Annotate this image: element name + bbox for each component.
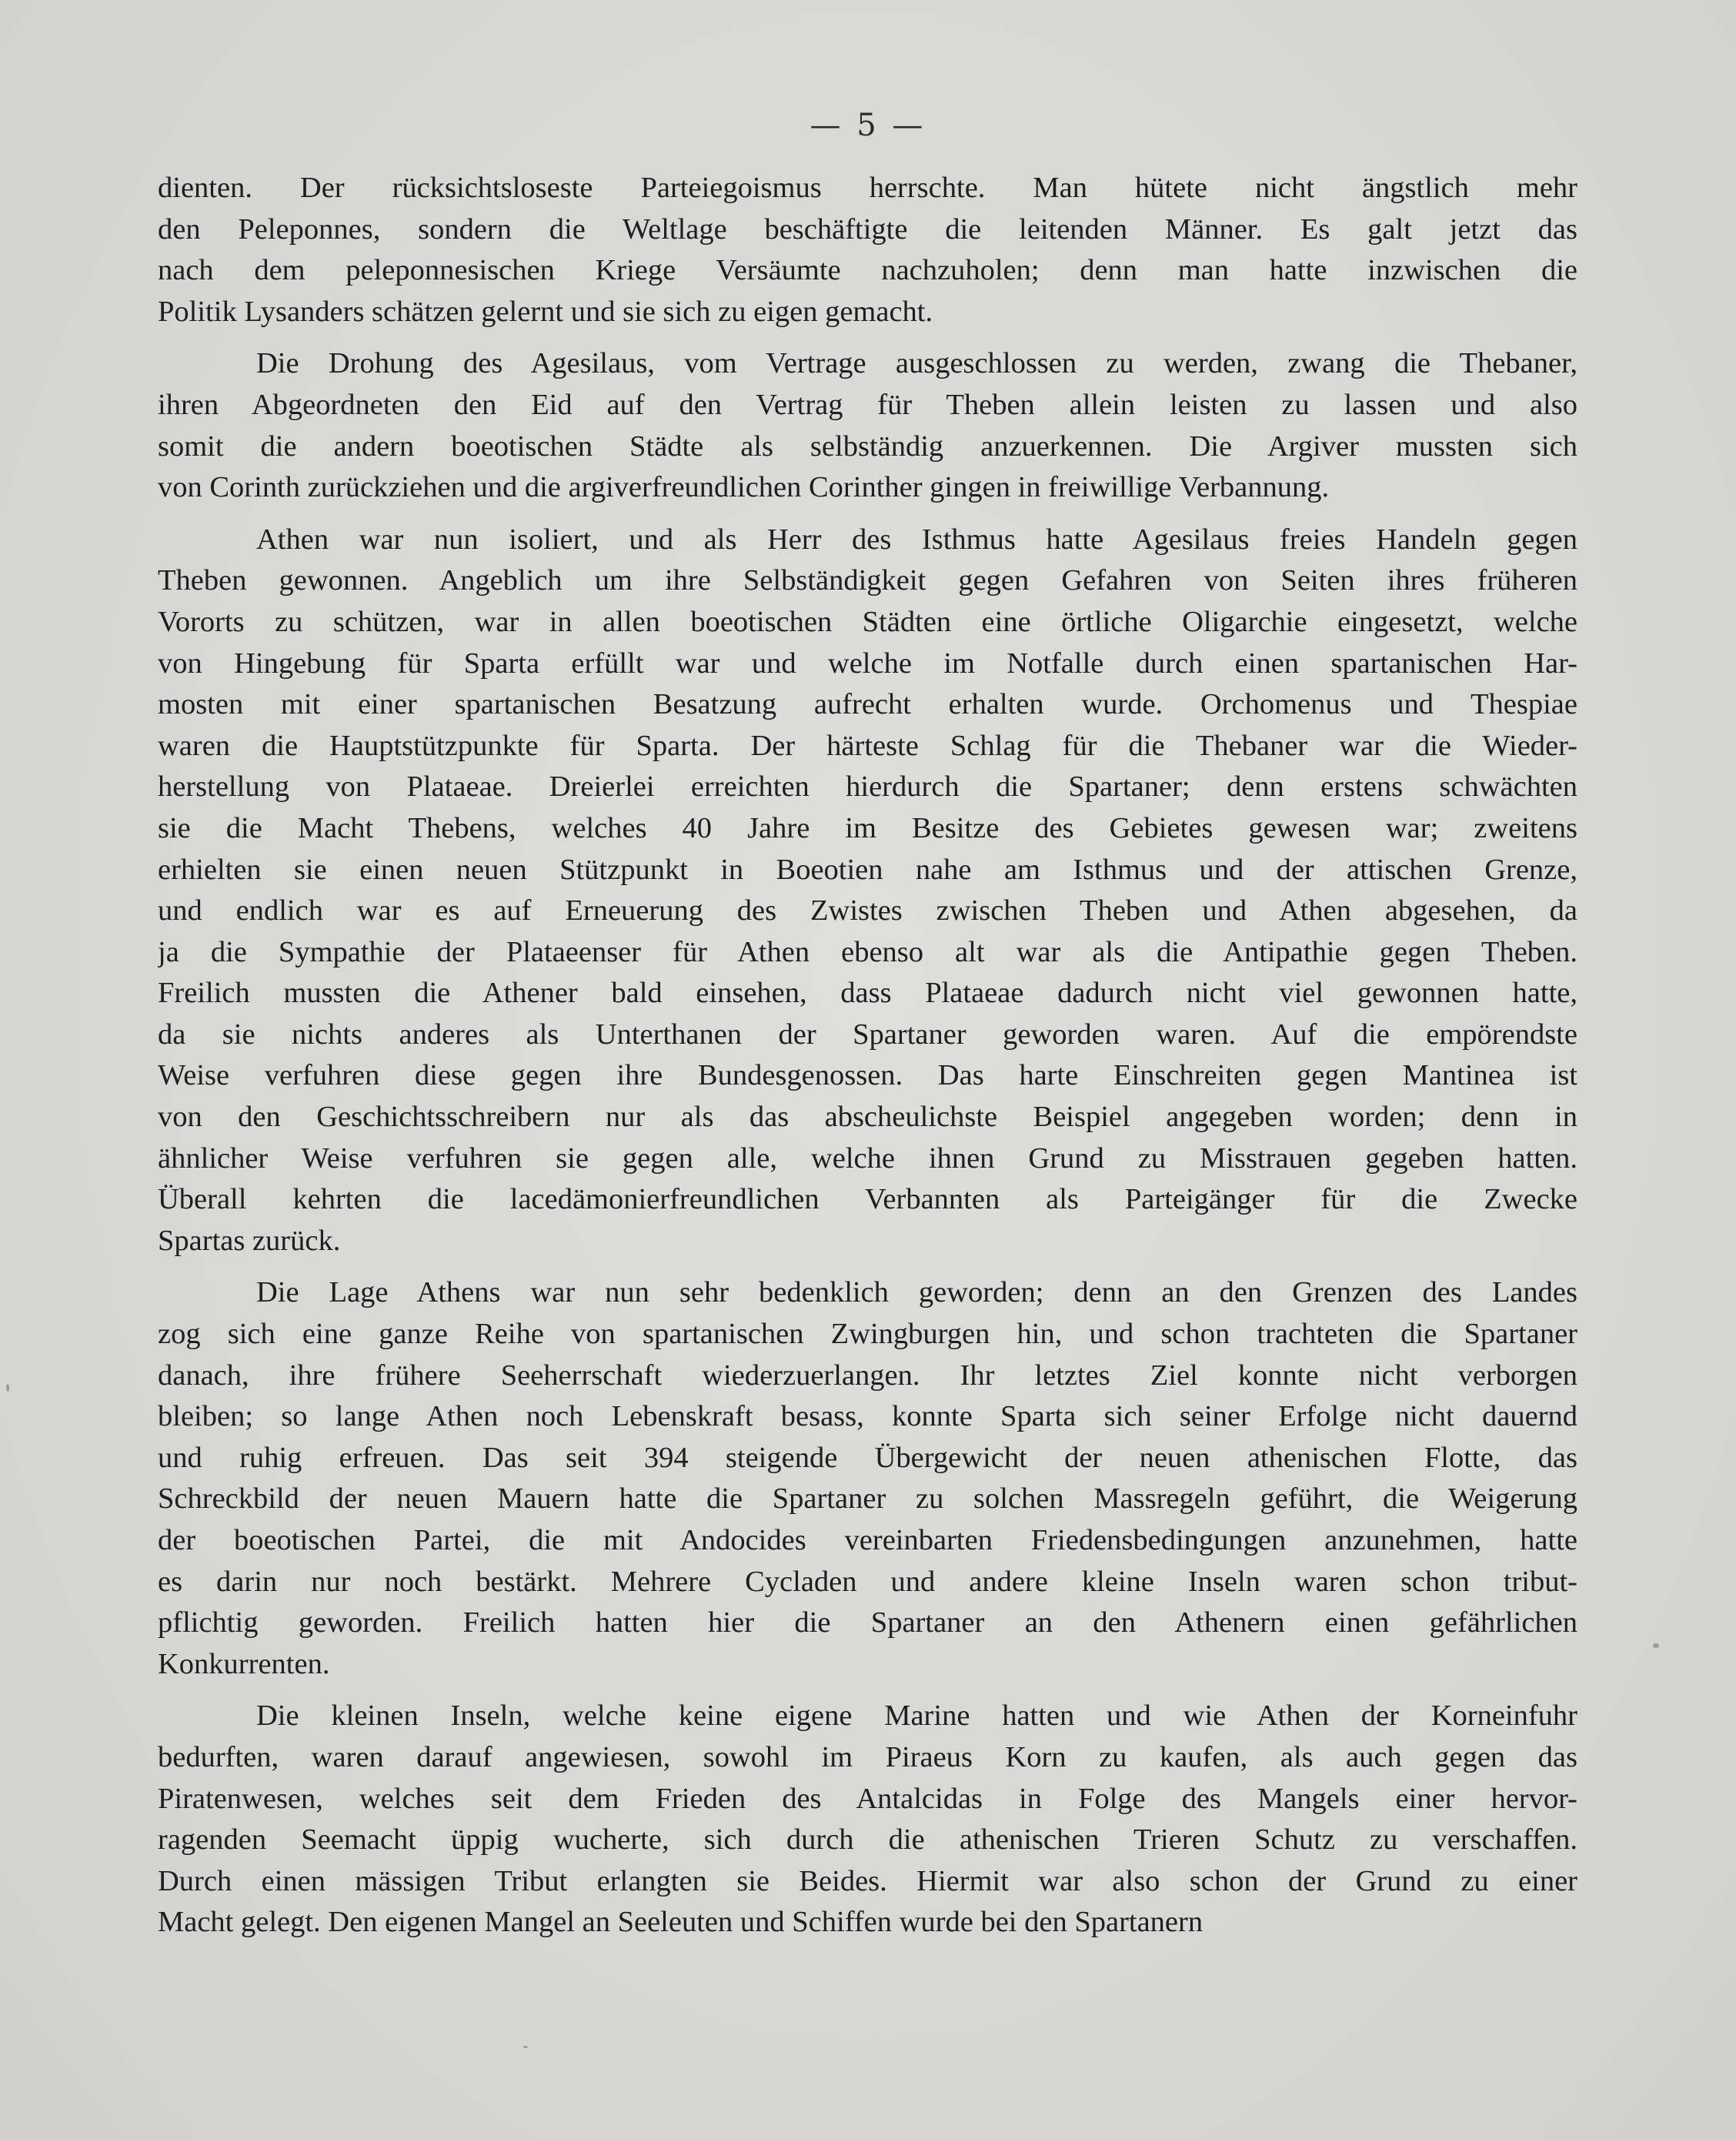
text-line: mosten mit einer spartanischen Besatzung aufrecht erhalten wurde. Orchomenus und Thespiae [158, 688, 1577, 721]
text-line: zog sich eine ganze Reihe von spartanischen Zwingburgen hin, und schon trachteten die Spartaner [158, 1318, 1577, 1351]
paper-speck [6, 1384, 9, 1392]
text-line: und ruhig erfreuen. Das seit 394 steigende Übergewicht der neuen athenischen Flotte, das [158, 1441, 1577, 1474]
text-line: Die Drohung des Agesilaus, vom Vertrage ausgeschlossen zu werden, zwang die Thebaner, [256, 347, 1577, 380]
text-line: pflichtig geworden. Freilich hatten hier die Spartaner an den Athenern einen gefährlichen [158, 1606, 1577, 1639]
text-line: dienten. Der rücksichtsloseste Parteiegoismus herrschte. Man hütete nicht ängstlich mehr [158, 172, 1577, 204]
text-line: Die kleinen Inseln, welche keine eigene Marine hatten und wie Athen der Korneinfuhr [256, 1700, 1577, 1733]
text-line: Überall kehrten die lacedämonierfreundlichen Verbannten als Parteigänger für die Zwecke [158, 1183, 1577, 1216]
paragraph [158, 1272, 1577, 1685]
paper-speck [523, 2046, 528, 2048]
text-line: ja die Sympathie der Plataeenser für Athen ebenso alt war als die Antipathie gegen Theben. [158, 935, 1577, 968]
text-line: der boeotischen Partei, die mit Andocides vereinbarten Friedensbedingungen anzunehmen, hatte [158, 1524, 1577, 1556]
text-line: Spartas zurück. [158, 1224, 341, 1257]
text-line: sie die Macht Thebens, welches 40 Jahre im Besitze des Gebietes gewesen war; zweitens [158, 811, 1577, 844]
paragraph [158, 1696, 1577, 1943]
text-line: somit die andern boeotischen Städte als selbständig anzuerkennen. Die Argiver mussten sich [158, 429, 1577, 463]
text-line: nach dem peleponnesischen Kriege Versäumte nachzuholen; denn man hatte inzwischen die [158, 254, 1577, 287]
text-line: da sie nichts anderes als Unterthanen der Spartaner geworden waren. Auf die empörendste [158, 1018, 1577, 1051]
text-line: Theben gewonnen. Angeblich um ihre Selbständigkeit gegen Gefahren von Seiten ihres früheren [158, 564, 1577, 597]
text-line: Vororts zu schützen, war in allen boeotischen Städten eine örtliche Oligarchie eingesetzt, welche [158, 605, 1577, 638]
text-line: von den Geschichtsschreibern nur als das abscheulichste Beispiel angegeben worden; denn in [158, 1101, 1577, 1134]
text-line: danach, ihre frühere Seeherrschaft wiederzuerlangen. Ihr letztes Ziel konnte nicht verborgen [158, 1359, 1577, 1392]
text-line: den Peleponnes, sondern die Weltlage beschäftigte die leitenden Männer. Es galt jetzt das [158, 212, 1577, 246]
text-line: Athen war nun isoliert, und als Herr des Isthmus hatte Agesilaus freies Handeln gegen [256, 523, 1577, 556]
text-line: ähnlicher Weise verfuhren sie gegen alle, welche ihnen Grund zu Misstrauen gegeben hatten. [158, 1141, 1577, 1175]
paragraph [158, 168, 1577, 333]
text-line: und endlich war es auf Erneuerung des Zwistes zwischen Theben und Athen abgesehen, da [158, 894, 1577, 927]
text-line: von Corinth zurückziehen und die argiverfreundlichen Corinther gingen in freiwillige Verbannung. [158, 471, 1330, 504]
text-line: von Hingebung für Sparta erfüllt war und welche im Notfalle durch einen spartanischen Har- [158, 647, 1577, 680]
text-line: Schreckbild der neuen Mauern hatte die Spartaner zu solchen Massregeln geführt, die Weigerung [158, 1482, 1577, 1516]
paper-speck [1653, 1643, 1659, 1648]
text-line: waren die Hauptstützpunkte für Sparta. Der härteste Schlag für die Thebaner war die Wieder- [158, 729, 1577, 762]
text-line: Konkurrenten. [158, 1647, 330, 1680]
page-number: — 5 — [810, 108, 926, 143]
text-line: Piratenwesen, welches seit dem Frieden des Antalcidas in Folge des Mangels einer hervor- [158, 1782, 1577, 1815]
text-line: Freilich mussten die Athener bald einsehen, dass Plataeae dadurch nicht viel gewonnen hatte, [158, 977, 1577, 1010]
text-line: bleiben; so lange Athen noch Lebenskraft besass, konnte Sparta sich seiner Erfolge nicht dauernd [158, 1400, 1577, 1433]
text-line: bedurften, waren darauf angewiesen, sowohl im Piraeus Korn zu kaufen, als auch gegen das [158, 1740, 1577, 1773]
text-line: ragenden Seemacht üppig wucherte, sich durch die athenischen Trieren Schutz zu verschaffen. [158, 1823, 1577, 1857]
paragraph [158, 343, 1577, 508]
text-line: herstellung von Plataeae. Dreierlei erreichten hierdurch die Spartaner; denn erstens schwächten [158, 770, 1577, 804]
text-line: Durch einen mässigen Tribut erlangten sie Beides. Hiermit war also schon der Grund zu einer [158, 1864, 1577, 1897]
paragraph [158, 520, 1577, 1262]
text-line: Politik Lysanders schätzen gelernt und sie sich zu eigen gemacht. [158, 295, 933, 328]
body-text [158, 168, 1577, 1954]
text-line: Macht gelegt. Den eigenen Mangel an Seeleuten und Schiffen wurde bei den Spartanern [158, 1906, 1204, 1939]
text-line: ihren Abgeordneten den Eid auf den Vertrag für Theben allein leisten zu lassen und also [158, 388, 1577, 421]
text-line: es darin nur noch bestärkt. Mehrere Cycladen und andere kleine Inseln waren schon tribut- [158, 1565, 1577, 1598]
text-line: erhielten sie einen neuen Stützpunkt in Boeotien nahe am Isthmus und der attischen Grenze, [158, 853, 1577, 886]
text-line: Weise verfuhren diese gegen ihre Bundesgenossen. Das harte Einschreiten gegen Mantinea ist [158, 1059, 1577, 1092]
text-line: Die Lage Athens war nun sehr bedenklich geworden; denn an den Grenzen des Landes [256, 1276, 1577, 1309]
